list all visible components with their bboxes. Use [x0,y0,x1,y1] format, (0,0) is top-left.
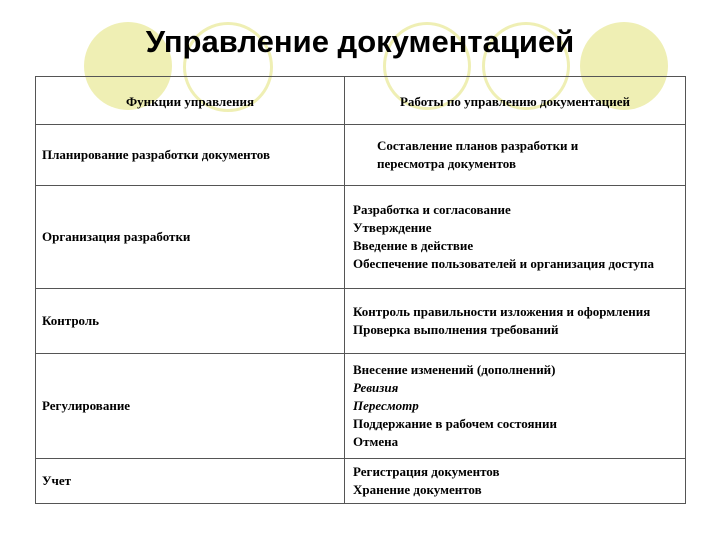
work-item: Составление планов разработки и пересмотра документов [377,138,579,171]
work-item: Обеспечение пользователей и организация доступа [353,256,655,271]
slide-title: Управление документацией [145,24,575,59]
function-cell: Организация разработки [36,186,345,289]
works-cell [345,289,686,354]
work-item-italic: Пересмотр [353,398,419,413]
document-management-table [35,76,686,504]
header-functions: Функции управления [36,77,345,125]
works-cell [345,459,686,504]
work-item: Разработка и согласование [353,202,511,217]
table-row [36,459,686,504]
function-cell: Регулирование [36,354,345,459]
work-item: Проверка выполнения требований [353,322,559,337]
work-item: Введение в действие [353,238,474,253]
works-cell [345,186,686,289]
table-row [36,125,686,186]
work-item: Хранение документов [353,482,482,497]
work-item: Регистрация документов [353,464,500,479]
header-works: Работы по управлению документацией [345,77,686,125]
table-header-row [36,77,686,125]
table-row [36,354,686,459]
work-item: Отмена [353,434,399,449]
function-cell: Контроль [36,289,345,354]
work-item: Поддержание в рабочем состоянии [353,416,558,431]
works-cell [345,125,686,186]
function-cell: Планирование разработки документов [36,125,345,186]
work-item-italic: Ревизия [353,380,399,395]
work-item: Контроль правильности изложения и оформления [353,304,651,319]
work-item: Утверждение [353,220,432,235]
function-cell: Учет [36,459,345,504]
table-row [36,289,686,354]
works-cell [345,354,686,459]
table-row [36,186,686,289]
work-item: Внесение изменений (дополнений) [353,362,556,377]
